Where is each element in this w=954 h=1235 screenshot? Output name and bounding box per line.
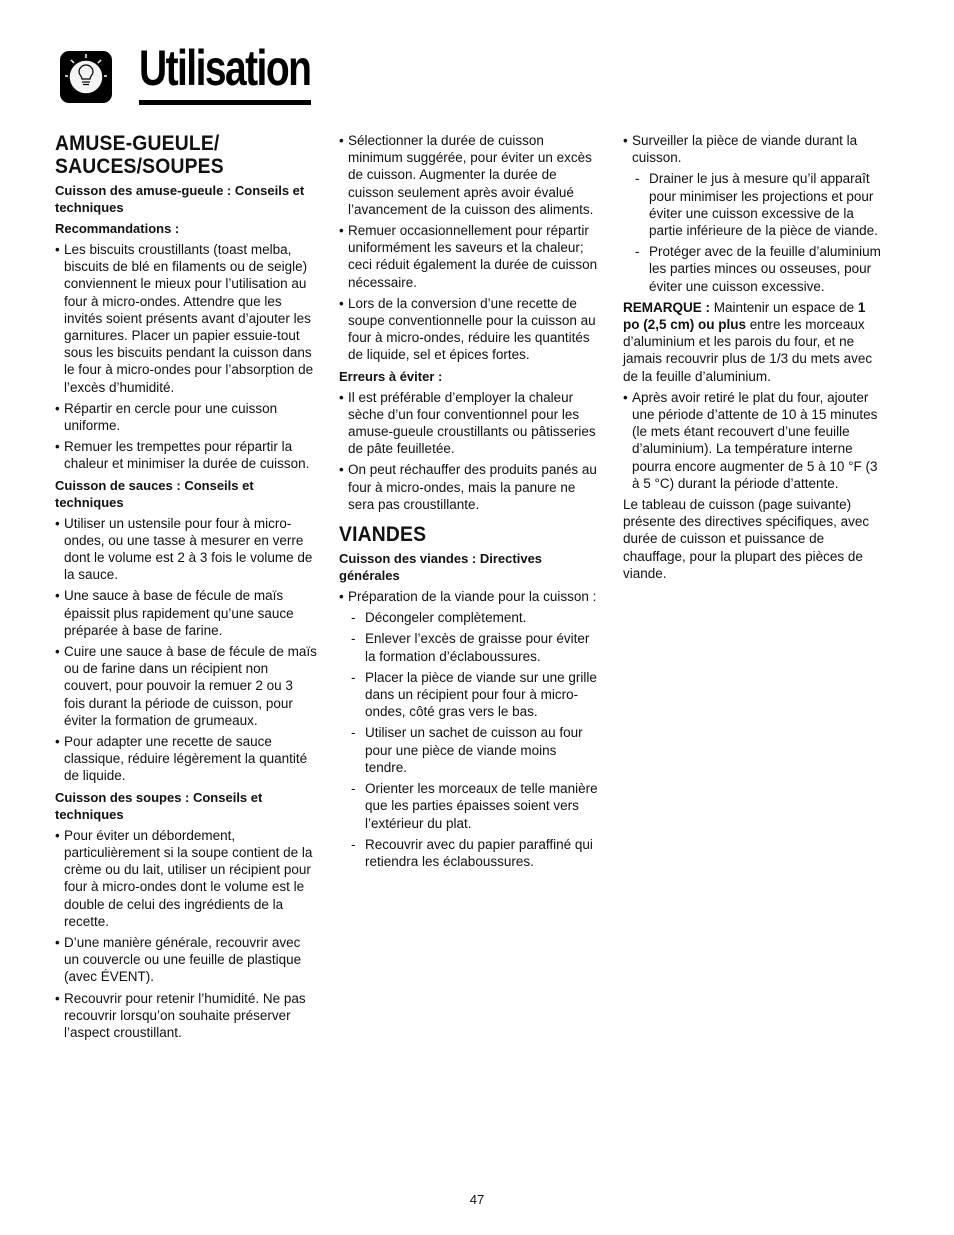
page-header — [55, 40, 335, 110]
section-title-appetizers: AMUSE-GUEULE/ SAUCES/SOUPES — [55, 132, 224, 178]
title-underline — [139, 100, 311, 105]
soups-list — [55, 827, 317, 1041]
standing-list — [623, 389, 885, 492]
list-item — [339, 588, 601, 870]
list-item: • Les biscuits croustillants (toast melba, biscuits de blé en filaments ou de seigle) conviennent le mieux pour l’utilisation au four à micro-ondes. Attendre que les invités soient présents avant d’ajouter les garnitures. Placer un papier essuie-tout sous les biscuits pendant la cuisson dans le four à micro-ondes pour l’absorption de l’excès d’humidité. — [55, 241, 317, 396]
errors-heading: Erreurs à éviter : — [339, 368, 443, 384]
sauces-list — [55, 515, 317, 785]
list-item: • Remuer occasionnellement pour répartir uniformément les saveurs et la chaleur; ceci réduit également la durée de cuisson nécessaire. — [339, 222, 601, 291]
appetizers-list — [55, 241, 317, 473]
list-item: • Une sauce à base de fécule de maïs épaissit plus rapidement qu’une sauce préparée à base de farine. — [55, 587, 317, 639]
recommendations-heading: Recommandations : — [55, 221, 180, 236]
remark-label: REMARQUE : — [623, 299, 710, 315]
watch-label: Surveiller la pièce de viande durant la cuisson. — [632, 133, 858, 166]
column-3 — [623, 132, 885, 586]
list-item: • Il est préférable d’employer la chaleur sèche d’un four conventionnel pour les amuse-gueule croustillants ou pâtisseries de pâte feuilletée. — [339, 389, 601, 458]
list-item: • Remuer les trempettes pour répartir la chaleur et minimiser la durée de cuisson. — [55, 438, 317, 472]
remark-text-a: Maintenir un espace de — [713, 299, 855, 315]
remark-bold: 1 po (2,5 cm) ou plus — [623, 299, 866, 333]
list-item: • Lors de la conversion d’une recette de soupe conventionnelle pour la cuisson au four à micro-ondes, réduire les quantités de liquide, sel et épices fortes. — [339, 295, 601, 364]
list-item: - Décongeler complètement. — [339, 609, 601, 626]
list-item: • Sélectionner la durée de cuisson minimum suggérée, pour éviter un excès de cuisson. Augmenter la durée de cuisson seulement après avoir évalué l’avancement de la cuisson des aliments. — [339, 132, 601, 218]
soups-heading: Cuisson des soupes : Conseils et techniques — [55, 789, 263, 822]
list-item: • Recouvrir pour retenir l’humidité. Ne pas recouvrir lorsqu’on souhaite préserver l’aspect croustillant. — [55, 990, 317, 1042]
list-item: - Utiliser un sachet de cuisson au four pour une pièce de viande moins tendre. — [339, 724, 601, 776]
list-item: - Enlever l’excès de graisse pour éviter la formation d’éclaboussures. — [339, 630, 601, 664]
sauces-heading: Cuisson de sauces : Conseils et techniques — [55, 477, 254, 510]
closing-paragraph: Le tableau de cuisson (page suivante) présente des directives spécifiques, avec durée de cuisson et puissance de chauffage, pour la plupart des pièces de viande. — [623, 497, 870, 581]
errors-list — [339, 389, 601, 513]
column-2 — [339, 132, 601, 874]
list-item: • Répartir en cercle pour une cuisson uniforme. — [55, 400, 317, 434]
meats-heading: Cuisson des viandes : Directives générales — [339, 551, 543, 584]
page-number: 47 — [469, 1192, 485, 1207]
watch-steps — [623, 170, 885, 294]
soups-list-continued — [339, 132, 601, 364]
prep-steps — [339, 609, 601, 870]
list-item: • Pour éviter un débordement, particulièrement si la soupe contient de la crème ou du lait, utiliser un récipient pour four à micro-ondes dont le volume est le double de celui des ingrédients de la recette. — [55, 827, 317, 930]
list-item: • Après avoir retiré le plat du four, ajouter une période d’attente de 10 à 15 minutes (le mets étant recouvert d’une feuille d’aluminium). La température interne pourra encore augmenter de 5 à 10 °F (3 à 5 °C) durant la période d’attente. — [623, 389, 885, 492]
list-item: • D’une manière générale, recouvrir avec un couvercle ou une feuille de plastique (avec ÉVENT). — [55, 934, 317, 986]
column-1 — [55, 132, 317, 1045]
list-item: • On peut réchauffer des produits panés au four à micro-ondes, mais la panure ne sera pas croustillante. — [339, 461, 601, 513]
remark-text-b: entre les morceaux d’aluminium et les parois du four, et ne jamais recouvrir plus de 1/3 du mets avec de la feuille d’aluminium. — [623, 317, 873, 384]
list-item: - Placer la pièce de viande sur une grille dans un récipient pour four à micro-ondes, côté gras vers le bas. — [339, 669, 601, 721]
list-item: • Pour adapter une recette de sauce classique, réduire légèrement la quantité de liquide. — [55, 733, 317, 785]
list-item: - Recouvrir avec du papier paraffiné qui retiendra les éclaboussures. — [339, 836, 601, 870]
page-title: Utilisation — [139, 40, 311, 96]
list-item: • Cuire une sauce à base de fécule de maïs ou de farine dans un récipient non couvert, pour pouvoir la remuer 2 ou 3 fois durant la période de cuisson, pour éviter la formation de grumeaux. — [55, 643, 317, 729]
list-item — [623, 132, 885, 295]
remark-paragraph — [623, 299, 885, 385]
appetizers-heading: Cuisson des amuse-gueule : Conseils et techniques — [55, 183, 305, 215]
list-item: - Orienter les morceaux de telle manière que les parties épaisses soient vers l’extérieur du plat. — [339, 780, 601, 832]
meats-list — [339, 588, 601, 870]
watch-list — [623, 132, 885, 295]
list-item: • Utiliser un ustensile pour four à micro-ondes, ou une tasse à mesurer en verre dont le volume est 2 à 3 fois le volume de la sauce. — [55, 515, 317, 584]
prep-label: Préparation de la viande pour la cuisson : — [348, 589, 597, 605]
list-item: - Protéger avec de la feuille d’aluminium les parties minces ou osseuses, pour éviter une cuisson excessive. — [623, 243, 885, 295]
section-title-meats: VIANDES — [339, 523, 427, 547]
lightbulb-icon — [57, 48, 117, 106]
list-item: - Drainer le jus à mesure qu’il apparaît pour minimiser les projections et pour éviter une cuisson excessive de la partie inférieure de la pièce de viande. — [623, 170, 885, 239]
